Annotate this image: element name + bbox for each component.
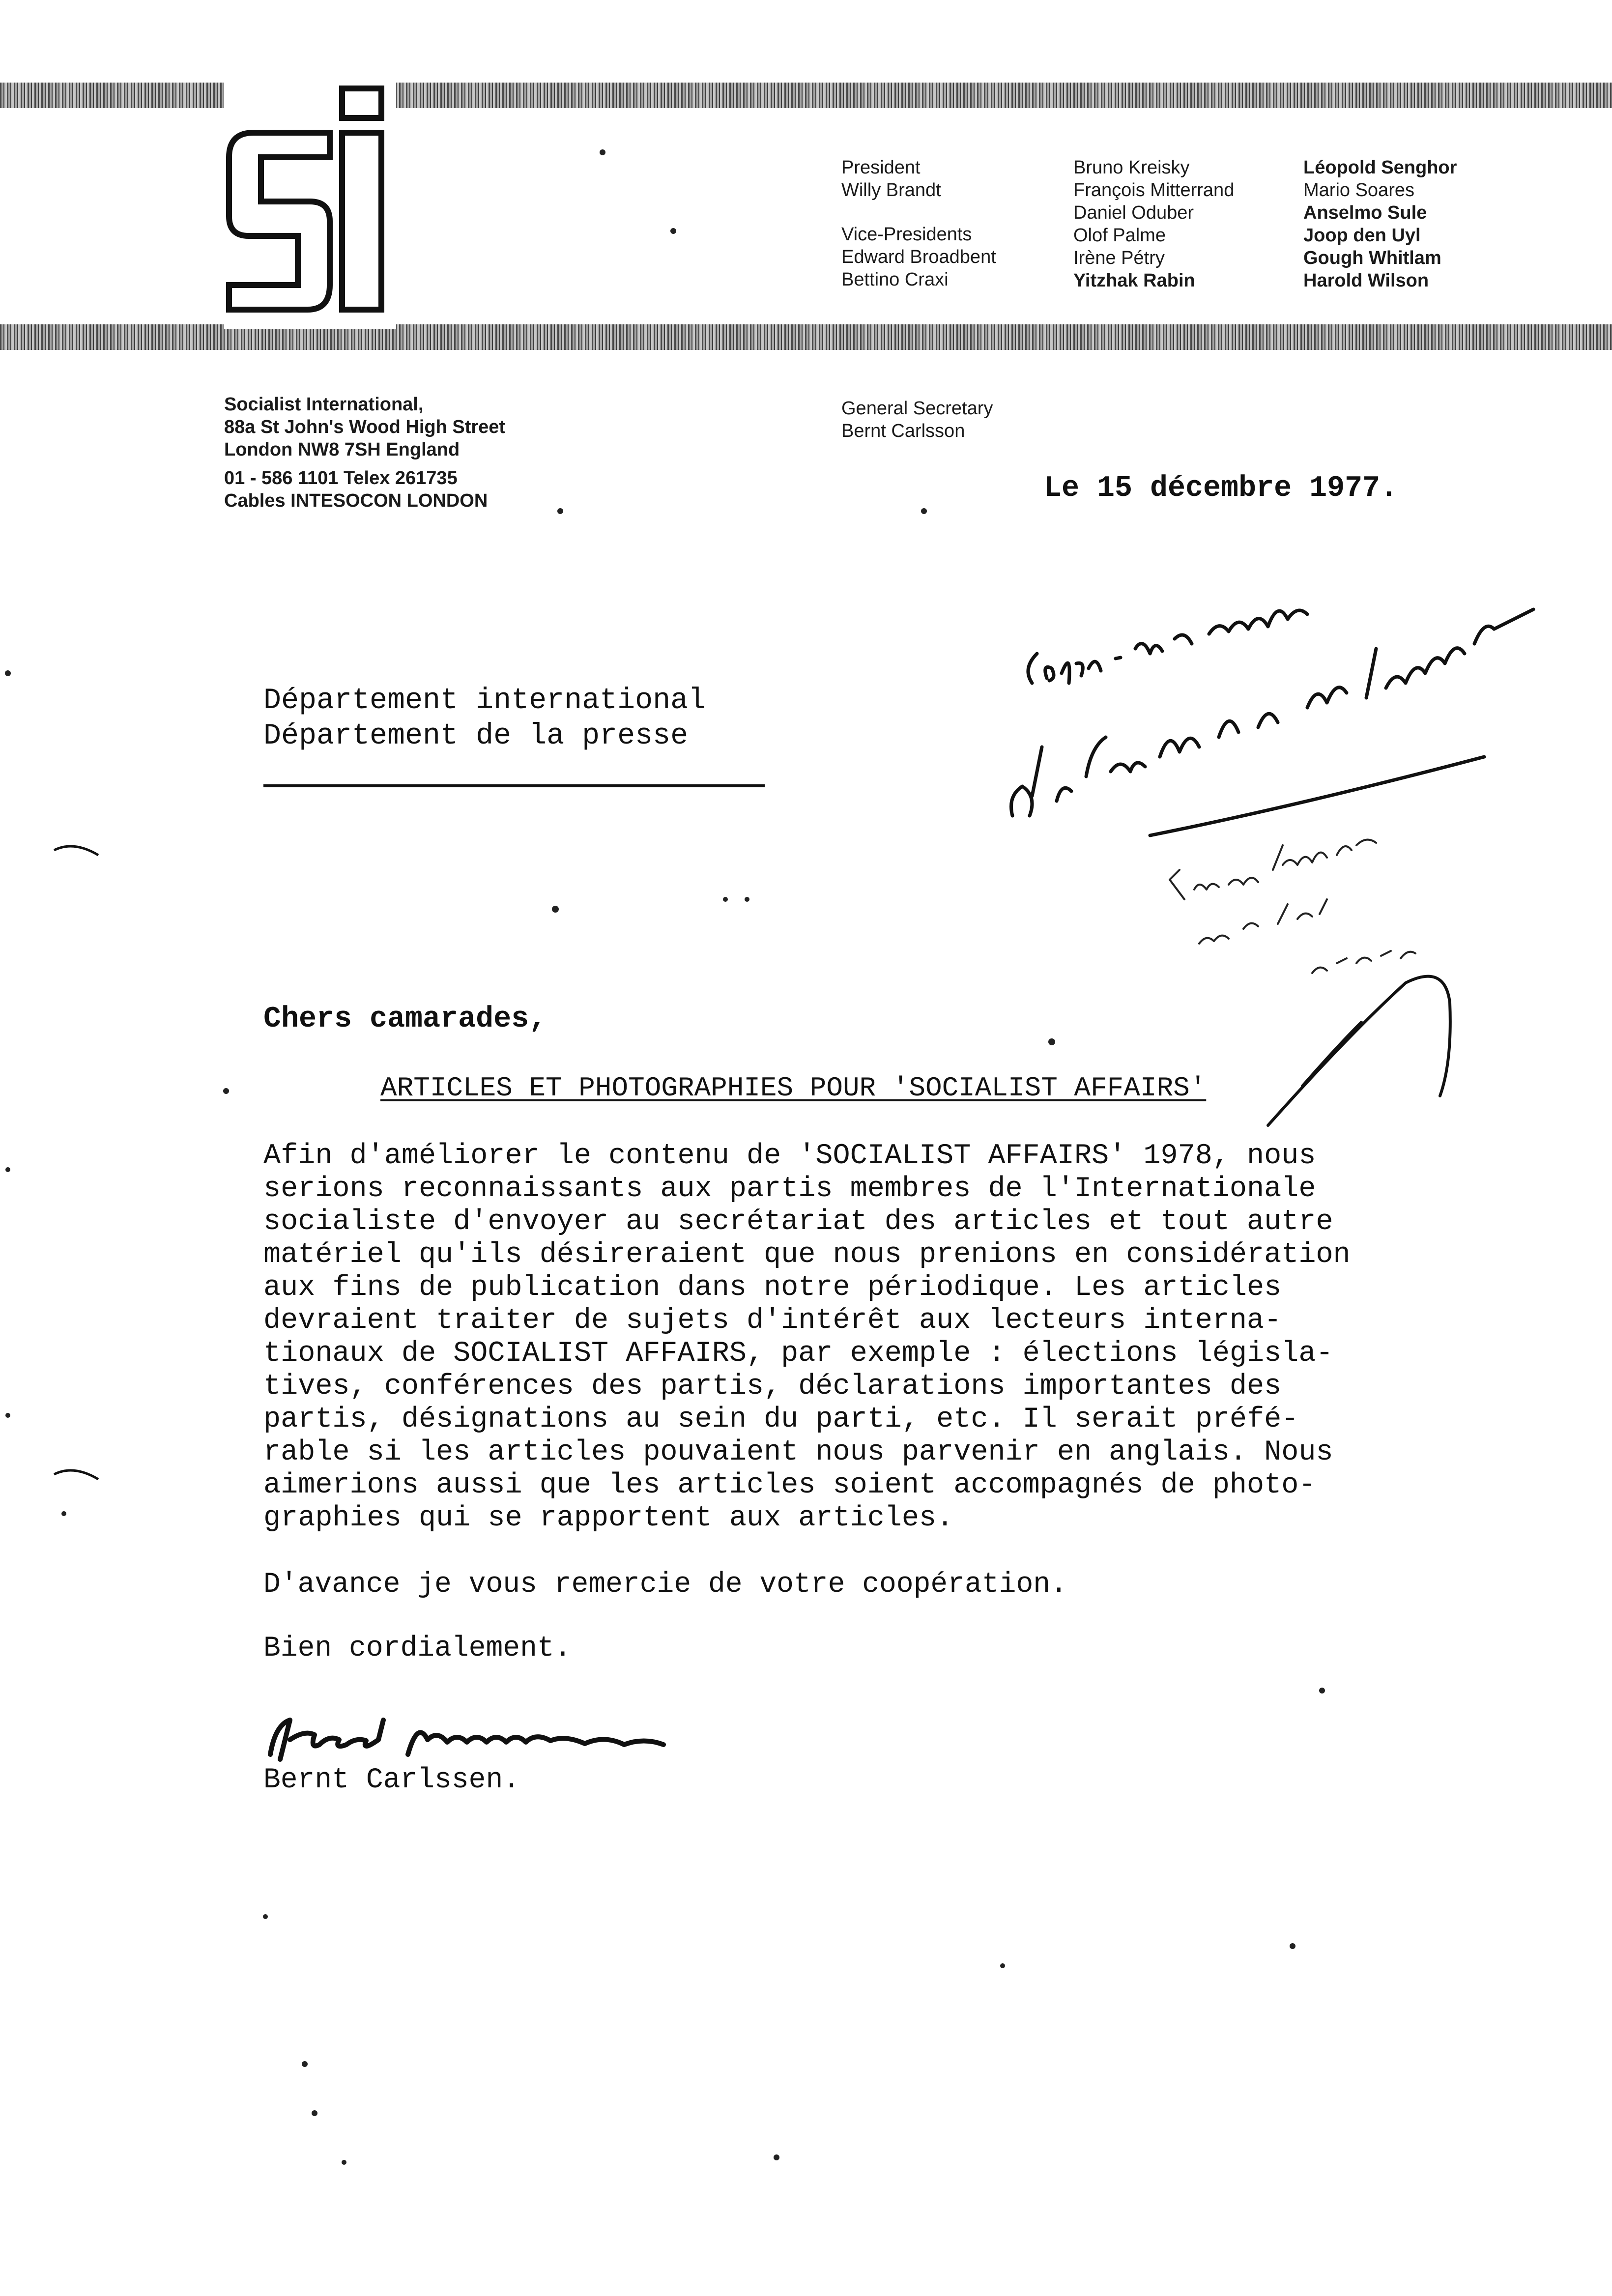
si-logo: [224, 74, 396, 329]
body-line: matériel qu'ils désireraient que nous prenions en considération: [263, 1238, 1351, 1271]
vice-president-name: Mario Soares: [1303, 180, 1414, 201]
president-label: President: [841, 157, 921, 178]
address-line: Socialist International,: [224, 394, 424, 415]
closing: Bien cordialement.: [263, 1633, 572, 1665]
vice-president-name: Bettino Craxi: [841, 269, 949, 290]
vice-president-name: Léopold Senghor: [1303, 157, 1457, 178]
letter-date: Le 15 décembre 1977.: [1044, 472, 1398, 505]
vice-president-name: Daniel Oduber: [1073, 202, 1194, 223]
body-line: rable si les articles pouvaient nous parvenir en anglais. Nous: [263, 1435, 1333, 1468]
subject-line: ARTICLES ET PHOTOGRAPHIES POUR 'SOCIALIST AFFAIRS': [380, 1072, 1207, 1104]
signature: [260, 1710, 693, 1769]
address-line: London NW8 7SH England: [224, 439, 460, 460]
vice-president-name: Olof Palme: [1073, 225, 1166, 246]
officers-col1: [841, 156, 996, 291]
body-line: tives, conférences des partis, déclarations importantes des: [263, 1370, 1282, 1403]
body-line: serions reconnaissants aux partis membres de l'Internationale: [263, 1172, 1316, 1205]
recipient-block: [263, 683, 706, 754]
vice-president-name: Anselmo Sule: [1303, 202, 1427, 223]
body-line: tionaux de SOCIALIST AFFAIRS, par exemple : élections législa-: [263, 1337, 1333, 1370]
signatory-name: Bernt Carlssen.: [263, 1764, 520, 1796]
vice-president-name: Gough Whitlam: [1303, 248, 1441, 268]
president-name: Willy Brandt: [841, 180, 941, 201]
handwritten-mark: [1258, 963, 1465, 1150]
vice-president-name: Harold Wilson: [1303, 270, 1429, 291]
address-block: [224, 393, 505, 512]
body-line: socialiste d'envoyer au secrétariat des articles et tout autre: [263, 1205, 1333, 1238]
vice-presidents-label: Vice-Presidents: [841, 224, 972, 245]
body-line: graphies qui se rapportent aux articles.: [263, 1501, 954, 1534]
general-secretary-label: General Secretary: [841, 398, 993, 419]
body-line: partis, désignations au sein du parti, etc. Il serait préfé-: [263, 1403, 1299, 1435]
recipient-line: Département international: [263, 684, 706, 718]
cables: Cables INTESOCON LONDON: [224, 490, 488, 511]
vice-president-name: Joop den Uyl: [1303, 225, 1421, 246]
general-secretary-name: Bernt Carlsson: [841, 421, 965, 441]
officers-col2: [1073, 156, 1234, 292]
vice-president-name: Irène Pétry: [1073, 248, 1165, 268]
closing-thanks: D'avance je vous remercie de votre coopération.: [263, 1569, 1067, 1601]
vice-president-name: Yitzhak Rabin: [1073, 270, 1195, 291]
body-line: devraient traiter de sujets d'intérêt aux lecteurs interna-: [263, 1304, 1282, 1337]
phone-telex: 01 - 586 1101 Telex 261735: [224, 468, 458, 488]
vice-president-name: Edward Broadbent: [841, 247, 996, 267]
handwritten-annotation: [1003, 541, 1553, 855]
greeting: Chers camarades,: [263, 1003, 547, 1036]
body-line: aimerions aussi que les articles soient accompagnés de photo-: [263, 1468, 1316, 1501]
recipient-line: Département de la presse: [263, 719, 689, 753]
recipient-underline: [263, 784, 765, 787]
letter-body: [263, 1139, 1522, 1534]
vice-president-name: François Mitterrand: [1073, 180, 1235, 201]
body-line: Afin d'améliorer le contenu de 'SOCIALIST AFFAIRS' 1978, nous: [263, 1139, 1316, 1172]
address-line: 88a St John's Wood High Street: [224, 417, 506, 437]
officers-col3: [1303, 156, 1457, 292]
vice-president-name: Bruno Kreisky: [1073, 157, 1190, 178]
general-secretary-block: [841, 397, 993, 442]
body-line: aux fins de publication dans notre périodique. Les articles: [263, 1271, 1282, 1304]
